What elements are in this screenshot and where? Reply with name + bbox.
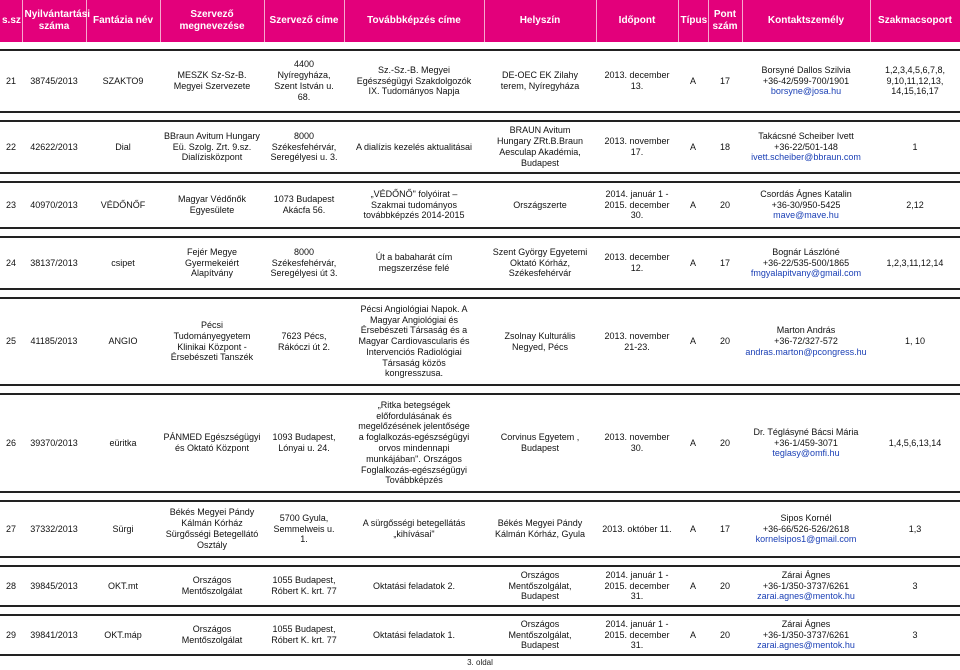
col-header-szervezo-cime: Szervező címe	[264, 0, 344, 42]
row-spacer	[0, 385, 960, 394]
cell-helyszin: Országos Mentőszolgálat, Budapest	[484, 615, 596, 655]
contact-name: Dr. Téglásyné Bácsi Mária	[753, 426, 859, 437]
table-row	[0, 394, 960, 492]
cell-tipus: A	[678, 237, 708, 289]
col-header-pont: Pont szám	[708, 0, 742, 42]
cell-sz: 21	[0, 50, 22, 112]
cell-helyszin: Corvinus Egyetem , Budapest	[484, 394, 596, 492]
cell-helyszin: Békés Megyei Pándy Kálmán Kórház, Gyula	[484, 501, 596, 557]
row-spacer-cell	[0, 112, 960, 121]
cell-sz: 28	[0, 566, 22, 606]
contact-name: Bognár Lászlóné	[772, 246, 840, 257]
cell-pont: 20	[708, 182, 742, 228]
cell-cim: 1073 Budapest Akácfa 56.	[264, 182, 344, 228]
row-spacer	[0, 173, 960, 182]
cell-idopont: 2013. december 12.	[596, 237, 678, 289]
contact-phone: +36-30/950-5425	[771, 199, 841, 210]
cell-nyilv: 40970/2013	[22, 182, 86, 228]
contact-email-link[interactable]: ivett.scheiber@bbraun.com	[751, 152, 861, 163]
cell-szakmacsoport: 3	[870, 615, 960, 655]
cell-tovabbkepzes: Út a babaharát cím megszerzése felé	[344, 237, 484, 289]
col-header-szervezo: Szervező megnevezése	[160, 0, 264, 42]
cell-tipus: A	[678, 615, 708, 655]
cell-tovabbkepzes: A sürgősségi betegellátás „kihívásai"	[344, 501, 484, 557]
contact-phone: +36-72/327-572	[774, 336, 838, 347]
row-spacer-cell	[0, 385, 960, 394]
contact-email-link[interactable]: andras.marton@pcongress.hu	[745, 346, 867, 357]
cell-nyilv: 39845/2013	[22, 566, 86, 606]
cell-idopont: 2013. december 13.	[596, 50, 678, 112]
cell-fantazia: Dial	[86, 121, 160, 173]
cell-tovabbkepzes: „Ritka betegségek előfordulásának és megelőzésének jelentősége a foglalkozás-egészségügyi orvos mindennapi munkájában". Országos Foglalkozás-egészségügyi Továbbképzés	[344, 394, 484, 492]
cell-nyilv: 42622/2013	[22, 121, 86, 173]
cell-pont: 20	[708, 394, 742, 492]
cell-helyszin: Szent György Egyetemi Oktató Kórház, Székesfehérvár	[484, 237, 596, 289]
contact-email-link[interactable]: mave@mave.hu	[773, 210, 839, 221]
cell-nyilv: 39370/2013	[22, 394, 86, 492]
row-spacer-cell	[0, 228, 960, 237]
table-row	[0, 615, 960, 655]
cell-cim: 1055 Budapest, Róbert K. krt. 77	[264, 615, 344, 655]
cell-cim: 4400 Nyíregyháza, Szent István u. 68.	[264, 50, 344, 112]
contact-name: Borsyné Dallos Szilvia	[761, 64, 851, 75]
cell-tipus: A	[678, 566, 708, 606]
cell-tipus: A	[678, 501, 708, 557]
cell-tovabbkepzes: „VÉDŐNŐ" folyóirat – Szakmai tudományos továbbképzés 2014-2015	[344, 182, 484, 228]
row-spacer-cell	[0, 557, 960, 566]
cell-idopont: 2013. október 11.	[596, 501, 678, 557]
contact-email-link[interactable]: zarai.agnes@mentok.hu	[757, 640, 855, 651]
cell-szervezo: Országos Mentőszolgálat	[160, 615, 264, 655]
row-spacer	[0, 289, 960, 298]
cell-szakmacsoport: 1,4,5,6,13,14	[870, 394, 960, 492]
cell-idopont: 2013. november 21-23.	[596, 298, 678, 385]
contact-email-link[interactable]: teglasy@omfi.hu	[772, 448, 840, 459]
cell-szervezo: PÁNMED Egészségügyi és Oktató Központ	[160, 394, 264, 492]
row-spacer-cell	[0, 289, 960, 298]
row-spacer	[0, 228, 960, 237]
cell-kontakt	[742, 237, 870, 289]
col-header-idopont: Időpont	[596, 0, 678, 42]
cell-szervezo: Békés Megyei Pándy Kálmán Kórház Sürgősségi Betegellátó Osztály	[160, 501, 264, 557]
cell-szervezo: Országos Mentőszolgálat	[160, 566, 264, 606]
page-number: 3. oldal	[467, 658, 493, 667]
contact-email-link[interactable]: borsyne@josa.hu	[770, 86, 842, 97]
cell-cim: 8000 Székesfehérvár, Seregélyesi u. 3.	[264, 121, 344, 173]
table-row	[0, 237, 960, 289]
cell-pont: 17	[708, 501, 742, 557]
cell-tovabbkepzes: Oktatási feladatok 1.	[344, 615, 484, 655]
cell-tipus: A	[678, 50, 708, 112]
cell-szervezo: Pécsi Tudományegyetem Klinikai Központ - Érsebészeti Tanszék	[160, 298, 264, 385]
cell-idopont: 2014. január 1 - 2015. december 31.	[596, 566, 678, 606]
cell-tipus: A	[678, 182, 708, 228]
row-spacer	[0, 557, 960, 566]
row-spacer-cell	[0, 42, 960, 50]
contact-phone: +36-1/350-3737/6261	[762, 629, 850, 640]
cell-sz: 27	[0, 501, 22, 557]
cell-kontakt	[742, 394, 870, 492]
cell-fantazia: eüritka	[86, 394, 160, 492]
contact-email-link[interactable]: fmgyalapitvany@gmail.com	[750, 268, 862, 279]
row-spacer	[0, 42, 960, 50]
cell-szervezo: Fejér Megye Gyermekeiért Alapítvány	[160, 237, 264, 289]
cell-pont: 18	[708, 121, 742, 173]
cell-tipus: A	[678, 394, 708, 492]
header-row	[0, 0, 960, 42]
contact-name: Zárai Ágnes	[781, 569, 831, 580]
cell-szakmacsoport: 1,3	[870, 501, 960, 557]
col-header-kontakt: Kontaktszemély	[742, 0, 870, 42]
row-spacer-cell	[0, 492, 960, 501]
cell-kontakt	[742, 298, 870, 385]
cell-kontakt	[742, 182, 870, 228]
cell-pont: 20	[708, 615, 742, 655]
col-header-tovabbkepzes: Továbbképzés címe	[344, 0, 484, 42]
cell-helyszin: BRAUN Avitum Hungary ZRt.B.Braun Aesculap Akadémia, Budapest	[484, 121, 596, 173]
table-row	[0, 566, 960, 606]
cell-fantazia: OKT.mt	[86, 566, 160, 606]
table-row	[0, 298, 960, 385]
contact-email-link[interactable]: zarai.agnes@mentok.hu	[757, 591, 855, 602]
table-row	[0, 50, 960, 112]
cell-idopont: 2014. január 1 - 2015. december 31.	[596, 615, 678, 655]
cell-sz: 26	[0, 394, 22, 492]
cell-fantazia: VÉDŐNŐF	[86, 182, 160, 228]
row-spacer	[0, 492, 960, 501]
cell-kontakt	[742, 121, 870, 173]
contact-phone: +36-22/535-500/1865	[762, 257, 850, 268]
col-header-szakmacsoport: Szakmacsoport	[870, 0, 960, 42]
cell-fantazia: OKT.máp	[86, 615, 160, 655]
cell-szakmacsoport: 1,2,3,4,5,6,7,8, 9,10,11,12,13, 14,15,16,17	[870, 50, 960, 112]
cell-cim: 7623 Pécs, Rákóczi út 2.	[264, 298, 344, 385]
contact-phone: +36-1/459-3071	[774, 437, 838, 448]
cell-sz: 29	[0, 615, 22, 655]
contact-phone: +36-1/350-3737/6261	[762, 580, 850, 591]
cell-tovabbkepzes: Sz.-Sz.-B. Megyei Egészségügyi Szakdolgozók IX. Tudományos Napja	[344, 50, 484, 112]
cell-nyilv: 39841/2013	[22, 615, 86, 655]
cell-pont: 20	[708, 298, 742, 385]
contact-name: Marton András	[776, 325, 836, 336]
cell-cim: 5700 Gyula, Semmelweis u. 1.	[264, 501, 344, 557]
cell-kontakt	[742, 615, 870, 655]
cell-pont: 20	[708, 566, 742, 606]
cell-szakmacsoport: 1,2,3,11,12,14	[870, 237, 960, 289]
cell-tipus: A	[678, 298, 708, 385]
contact-phone: +36-42/599-700/1901	[762, 75, 850, 86]
cell-fantazia: Sürgi	[86, 501, 160, 557]
cell-idopont: 2013. november 17.	[596, 121, 678, 173]
cell-fantazia: SZAKTO9	[86, 50, 160, 112]
cell-fantazia: csipet	[86, 237, 160, 289]
contact-phone: +36-22/501-148	[774, 141, 838, 152]
cell-pont: 17	[708, 50, 742, 112]
cell-szakmacsoport: 1	[870, 121, 960, 173]
row-spacer-cell	[0, 606, 960, 615]
table-row	[0, 501, 960, 557]
cell-cim: 1093 Budapest, Lónyai u. 24.	[264, 394, 344, 492]
table-row	[0, 182, 960, 228]
contact-name: Csordás Ágnes Katalin	[760, 188, 852, 199]
row-spacer-cell	[0, 173, 960, 182]
cell-sz: 25	[0, 298, 22, 385]
table-row	[0, 121, 960, 173]
cell-helyszin: Zsolnay Kulturális Negyed, Pécs	[484, 298, 596, 385]
cell-nyilv: 41185/2013	[22, 298, 86, 385]
cell-helyszin: DE-OEC EK Zilahy terem, Nyíregyháza	[484, 50, 596, 112]
cell-kontakt	[742, 566, 870, 606]
col-header-helyszin: Helyszín	[484, 0, 596, 42]
contact-name: Sipos Kornél	[780, 512, 832, 523]
cell-helyszin: Országszerte	[484, 182, 596, 228]
cell-sz: 24	[0, 237, 22, 289]
cell-kontakt	[742, 50, 870, 112]
cell-szakmacsoport: 2,12	[870, 182, 960, 228]
cell-tovabbkepzes: A dialízis kezelés aktualitásai	[344, 121, 484, 173]
cell-pont: 17	[708, 237, 742, 289]
cell-szakmacsoport: 1, 10	[870, 298, 960, 385]
cell-sz: 23	[0, 182, 22, 228]
contact-phone: +36-66/526-526/2618	[762, 523, 850, 534]
cell-fantazia: ANGIO	[86, 298, 160, 385]
cell-sz: 22	[0, 121, 22, 173]
cell-szakmacsoport: 3	[870, 566, 960, 606]
cell-helyszin: Országos Mentőszolgálat, Budapest	[484, 566, 596, 606]
cell-nyilv: 38745/2013	[22, 50, 86, 112]
col-header-sz: s.sz	[0, 0, 22, 42]
cell-szervezo: BBraun Avitum Hungary Eü. Szolg. Zrt. 9.sz. Dialízisközpont	[160, 121, 264, 173]
cell-szervezo: MESZK Sz-Sz-B. Megyei Szervezete	[160, 50, 264, 112]
contact-email-link[interactable]: kornelsipos1@gmail.com	[755, 534, 857, 545]
cell-tipus: A	[678, 121, 708, 173]
cell-szervezo: Magyar Védőnők Egyesülete	[160, 182, 264, 228]
cell-idopont: 2013. november 30.	[596, 394, 678, 492]
contact-name: Zárai Ágnes	[781, 618, 831, 629]
cell-cim: 8000 Székesfehérvár, Seregélyesi út 3.	[264, 237, 344, 289]
cell-idopont: 2014. január 1 - 2015. december 30.	[596, 182, 678, 228]
cell-nyilv: 38137/2013	[22, 237, 86, 289]
cell-cim: 1055 Budapest, Róbert K. krt. 77	[264, 566, 344, 606]
row-spacer	[0, 606, 960, 615]
cell-kontakt	[742, 501, 870, 557]
table-body	[0, 42, 960, 655]
contact-name: Takácsné Scheiber Ivett	[758, 130, 854, 141]
cell-tovabbkepzes: Pécsi Angiológiai Napok. A Magyar Angiológiai és Érsebészeti Társaság és a Magyar Cardiovascularis és Intervenciós Radiológiai Társaság közös kongresszusa.	[344, 298, 484, 385]
cell-tovabbkepzes: Oktatási feladatok 2.	[344, 566, 484, 606]
cell-nyilv: 37332/2013	[22, 501, 86, 557]
col-header-fantazia: Fantázia név	[86, 0, 160, 42]
col-header-tipus: Típus	[678, 0, 708, 42]
row-spacer	[0, 112, 960, 121]
col-header-nyilvantartasi: Nyilvántartási száma	[22, 0, 86, 42]
